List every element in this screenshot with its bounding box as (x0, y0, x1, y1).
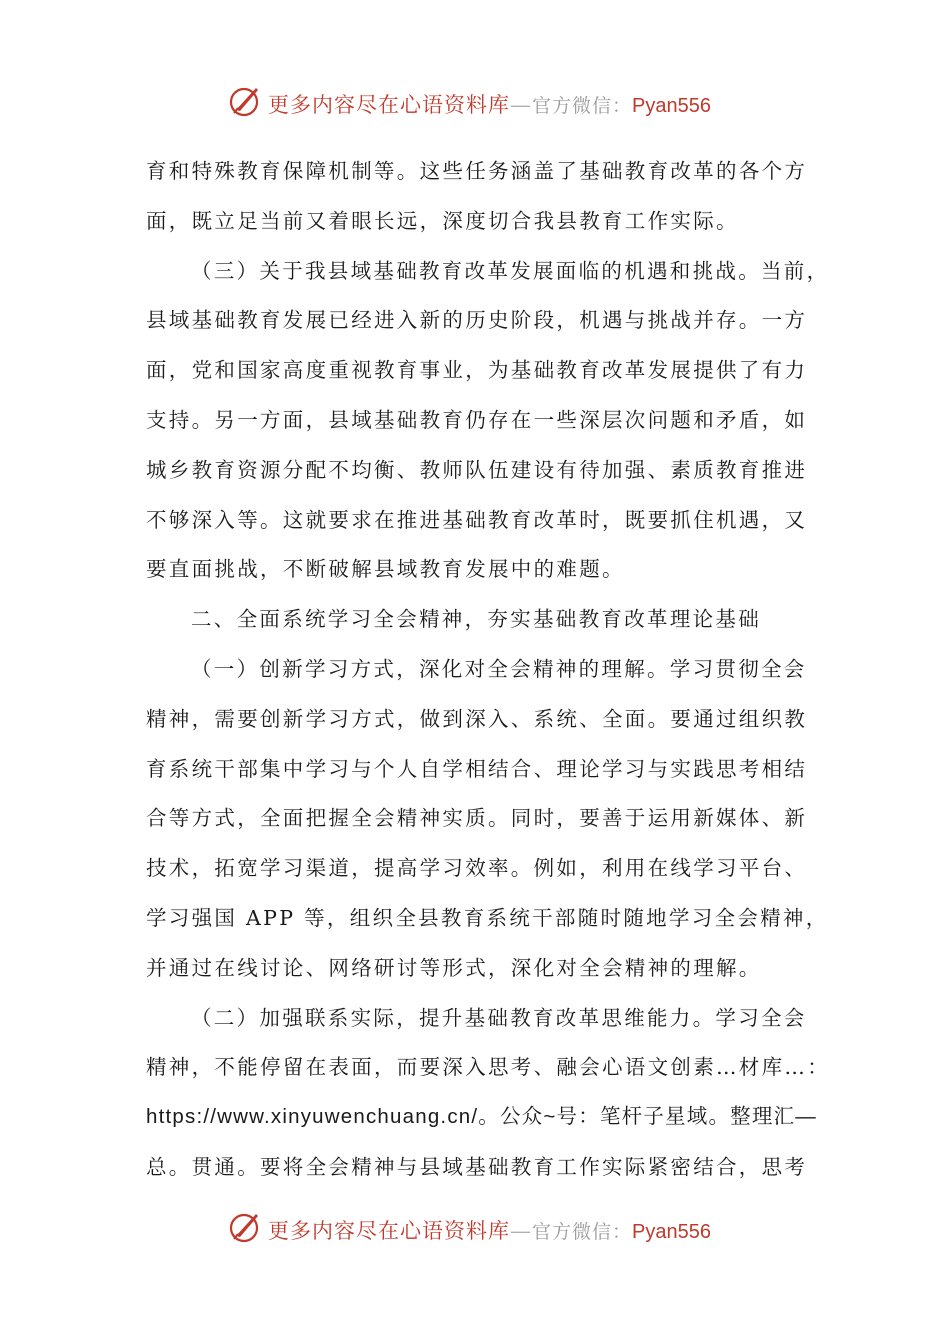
quill-logo-icon (228, 1210, 262, 1244)
wechat-id: Pyan556 (632, 1221, 711, 1243)
text-line: 精神，不能停留在表面，而要深入思考、融会心语文创素…材库…： (146, 1055, 830, 1079)
text-line: 城乡教育资源分配不均衡、教师队伍建设有待加强、素质教育推进 (146, 458, 808, 482)
wechat-label: 官方微信： (532, 1221, 633, 1243)
text-line: 学习强国 APP 等，组织全县教育系统干部随时随地学习全会精神， (146, 906, 829, 930)
paragraph-heading: （一）创新学习方式，深化对全会精神的理解。学习贯彻全会 (191, 657, 807, 681)
text-line: 面，既立足当前又着眼长远，深度切合我县教育工作实际。 (146, 209, 739, 233)
quill-logo-icon (228, 84, 262, 118)
text-line: 要直面挑战，不断破解县域教育发展中的难题。 (146, 557, 625, 581)
text-line: 育和特殊教育保障机制等。这些任务涵盖了基础教育改革的各个方 (146, 159, 808, 183)
text-line: 不够深入等。这就要求在推进基础教育改革时，既要抓住机遇，又 (146, 508, 808, 532)
banner-text (268, 1215, 711, 1245)
footer-banner (0, 1208, 950, 1248)
text-line: 合等方式，全面把握全会精神实质。同时，要善于运用新媒体、新 (146, 806, 808, 830)
text-line: 支持。另一方面，县域基础教育仍存在一些深层次问题和矛盾，如 (146, 408, 808, 432)
banner-text (268, 89, 711, 119)
text-line: 面，党和国家高度重视教育事业，为基础教育改革发展提供了有力 (146, 358, 808, 382)
paragraph-heading: （二）加强联系实际，提升基础教育改革思维能力。学习全会 (191, 1006, 807, 1030)
text-line-url: https://www.xinyuwenchuang.cn/。公众~号：笔杆子星域。整理汇— (146, 1105, 817, 1128)
header-banner (0, 82, 950, 122)
site-name: 更多内容尽在心语资料库 (268, 1219, 510, 1243)
text-line: 总。贯通。要将全会精神与县域基础教育工作实际紧密结合，思考 (146, 1155, 808, 1179)
text-line: 县域基础教育发展已经进入新的历史阶段，机遇与挑战并存。一方 (146, 308, 808, 332)
banner-separator: — (510, 93, 532, 117)
text-line: 技术，拓宽学习渠道，提高学习效率。例如，利用在线学习平台、 (146, 856, 808, 880)
section-heading: 二、全面系统学习全会精神，夯实基础教育改革理论基础 (191, 607, 761, 631)
wechat-label: 官方微信： (532, 95, 633, 117)
wechat-id: Pyan556 (632, 95, 711, 117)
text-line: 并通过在线讨论、网络研讨等形式，深化对全会精神的理解。 (146, 956, 762, 980)
text-line: 育系统干部集中学习与个人自学相结合、理论学习与实践思考相结 (146, 757, 808, 781)
site-name: 更多内容尽在心语资料库 (268, 93, 510, 117)
banner-separator: — (510, 1219, 532, 1243)
paragraph-heading: （三）关于我县域基础教育改革发展面临的机遇和挑战。当前， (191, 259, 830, 283)
text-line: 精神，需要创新学习方式，做到深入、系统、全面。要通过组织教 (146, 707, 808, 731)
